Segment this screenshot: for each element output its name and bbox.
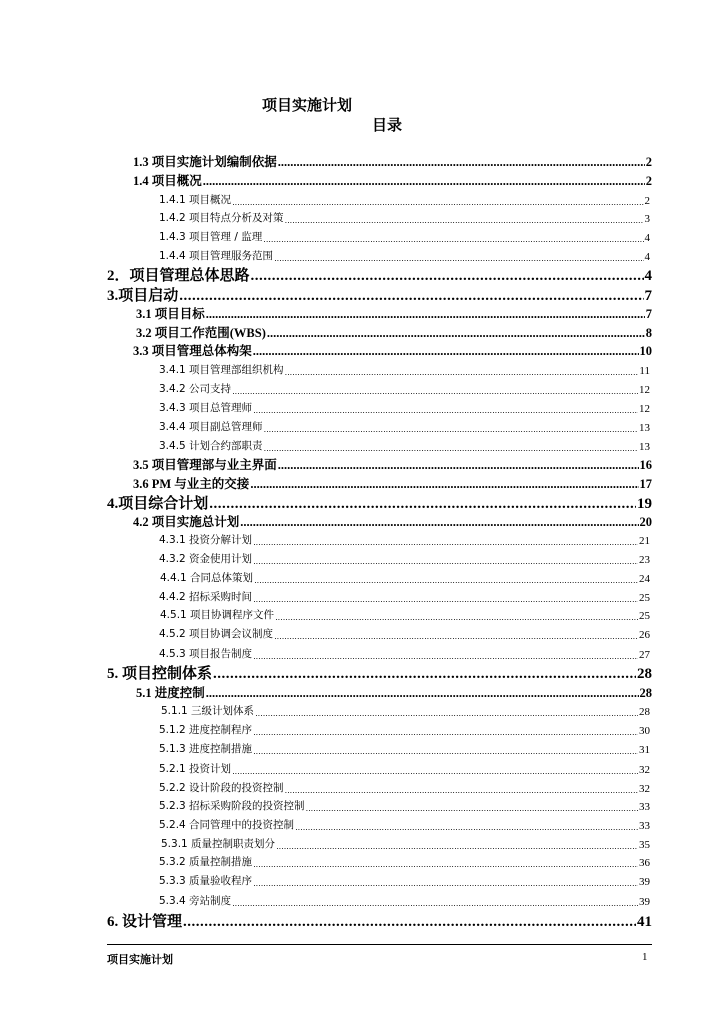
toc-leader-dots: [253, 595, 638, 604]
toc-entry-label: 5.2.4 合同管理中的投资控制: [159, 819, 295, 831]
toc-entry-label: 1.4.4 项目管理服务范围: [159, 250, 274, 262]
toc-entry[interactable]: [159, 853, 650, 869]
toc-leader-dots: [274, 254, 643, 263]
toc-leader-dots: [251, 268, 644, 285]
toc-entry[interactable]: [159, 380, 650, 396]
toc-leader-dots: [206, 307, 645, 322]
toc-leader-dots: [264, 444, 638, 453]
toc-leader-dots: [255, 709, 638, 718]
toc-entry[interactable]: [160, 606, 650, 622]
toc-leader-dots: [264, 425, 638, 434]
toc-leader-dots: [253, 728, 638, 737]
toc-entry[interactable]: [159, 437, 650, 453]
toc-entry-label: 1.4 项目概况: [133, 174, 202, 188]
toc-entry-page: 30: [639, 725, 650, 737]
toc-entry-label: 4.项目综合计划: [107, 496, 209, 512]
toc-entry[interactable]: [159, 721, 650, 737]
toc-entry[interactable]: [161, 835, 650, 851]
toc-entry[interactable]: [159, 531, 650, 547]
toc-leader-dots: [253, 879, 638, 888]
toc-entry-label: 3.4.3 项目总管理师: [159, 402, 253, 414]
toc-entry[interactable]: [159, 892, 650, 908]
toc-entry-label: 5.1.1 三级计划体系: [161, 705, 255, 717]
toc-entry-page: 16: [639, 458, 652, 472]
toc-entry[interactable]: [159, 209, 650, 225]
toc-entry-page: 33: [639, 801, 650, 813]
toc-entry-label: 5.1.3 进度控制措施: [159, 743, 253, 755]
toc-entry[interactable]: [107, 265, 652, 285]
toc-entry-label: 5.3.2 质量控制措施: [159, 856, 253, 868]
toc-entry[interactable]: [107, 663, 652, 683]
toc-entry-label: 1.4.1 项目概况: [159, 194, 232, 206]
toc-entry[interactable]: [133, 474, 652, 492]
toc-entry-label: 3.5 项目管理部与业主界面: [133, 458, 277, 472]
toc-entry[interactable]: [159, 872, 650, 888]
toc-entry-label: 1.4.2 项目特点分析及对策: [159, 212, 284, 224]
toc-leader-dots: [253, 747, 638, 756]
toc-entry-page: 7: [644, 288, 652, 304]
toc-leader-dots: [253, 344, 639, 359]
toc-entry-label: 5.2.1 投资计划: [159, 763, 232, 775]
toc-leader-dots: [232, 198, 643, 207]
toc-entry[interactable]: [160, 569, 650, 585]
toc-entry-page: 28: [639, 706, 650, 718]
toc-entry-page: 20: [639, 515, 652, 529]
toc-leader-dots: [253, 860, 638, 869]
toc-entry-page: 2: [644, 195, 650, 207]
toc-entry-page: 25: [639, 610, 650, 622]
toc-leader-dots: [267, 326, 645, 341]
toc-entry-page: 19: [637, 496, 652, 512]
toc-heading: 目录: [372, 116, 403, 134]
toc-leader-dots: [209, 496, 636, 513]
toc-entry-label: 1.3 项目实施计划编制依据: [133, 155, 277, 169]
toc-entry[interactable]: [133, 341, 652, 359]
toc-entry-page: 8: [645, 326, 652, 340]
toc-leader-dots: [295, 823, 638, 832]
toc-entry[interactable]: [159, 247, 650, 263]
toc-leader-dots: [206, 686, 639, 701]
toc-entry-page: 12: [639, 403, 650, 415]
toc-entry-page: 33: [639, 820, 650, 832]
toc-leader-dots: [253, 652, 638, 661]
toc-entry-page: 39: [639, 876, 650, 888]
toc-entry[interactable]: [159, 625, 650, 641]
footer-title: 项目实施计划: [107, 953, 173, 966]
toc-entry-label: 5.1 进度控制: [136, 686, 205, 700]
toc-leader-dots: [250, 477, 638, 492]
toc-entry-label: 4.3.2 资金使用计划: [159, 553, 253, 565]
toc-entry-label: 4.5.1 项目协调程序文件: [160, 609, 275, 621]
toc-entry-label: 3.3 项目管理总体构架: [133, 344, 252, 358]
toc-leader-dots: [285, 216, 644, 225]
toc-entry-page: 35: [639, 839, 650, 851]
toc-entry-label: 5.3.4 旁站制度: [159, 895, 232, 907]
toc-leader-dots: [183, 914, 636, 931]
footer-page-number: 1: [642, 951, 648, 963]
toc-entry[interactable]: [107, 285, 652, 305]
toc-entry-page: 28: [639, 686, 652, 700]
toc-entry[interactable]: [133, 455, 652, 473]
toc-entry[interactable]: [159, 797, 650, 813]
toc-entry-label: 3.4.4 项目副总管理师: [159, 421, 263, 433]
toc-leader-dots: [232, 767, 638, 776]
toc-entry[interactable]: [133, 152, 652, 170]
toc-entry-label: 5.1.2 进度控制程序: [159, 724, 253, 736]
toc-entry[interactable]: [107, 911, 652, 931]
toc-entry[interactable]: [136, 323, 652, 341]
toc-entry-page: 27: [639, 649, 650, 661]
toc-entry-label: 3.4.5 计划合约部职责: [159, 440, 263, 452]
toc-leader-dots: [240, 515, 638, 530]
toc-entry-page: 28: [637, 666, 652, 682]
toc-leader-dots: [213, 666, 636, 683]
toc-leader-dots: [285, 786, 638, 795]
toc-entry[interactable]: [159, 740, 650, 756]
toc-entry[interactable]: [159, 191, 650, 207]
toc-entry-label: 5.3.3 质量验收程序: [159, 875, 253, 887]
toc-leader-dots: [254, 576, 638, 585]
toc-leader-dots: [278, 458, 639, 473]
toc-entry-page: 2: [645, 155, 652, 169]
toc-entry-label: 3.1 项目目标: [136, 307, 205, 321]
toc-entry-page: 4: [644, 251, 650, 263]
toc-entry-page: 13: [639, 441, 650, 453]
toc-entry-label: 2．项目管理总体思路: [107, 268, 250, 284]
toc-entry-label: 3.项目启动: [107, 288, 179, 304]
toc-leader-dots: [306, 804, 638, 813]
toc-entry-page: 12: [639, 384, 650, 396]
toc-entry-label: 4.5.3 项目报告制度: [159, 648, 253, 660]
toc-entry-page: 11: [639, 365, 650, 377]
toc-leader-dots: [232, 899, 638, 908]
toc-entry[interactable]: [159, 779, 650, 795]
toc-entry[interactable]: [161, 702, 650, 718]
toc-entry-label: 5.2.2 设计阶段的投资控制: [159, 782, 284, 794]
toc-entry[interactable]: [159, 645, 650, 661]
toc-leader-dots: [253, 557, 638, 566]
toc-entry-label: 4.5.2 项目协调会议制度: [159, 628, 274, 640]
toc-entry-page: 32: [639, 764, 650, 776]
toc-entry[interactable]: [159, 361, 650, 377]
toc-entry[interactable]: [159, 760, 650, 776]
toc-entry-label: 6. 设计管理: [107, 914, 183, 930]
toc-entry-page: 3: [644, 213, 650, 225]
toc-entry[interactable]: [133, 512, 652, 530]
toc-entry-label: 3.2 项目工作范围(WBS): [136, 326, 266, 340]
footer-divider: [107, 944, 652, 945]
toc-entry-label: 5.2.3 招标采购阶段的投资控制: [159, 800, 305, 812]
toc-entry-label: 3.4.1 项目管理部组织机构: [159, 364, 284, 376]
toc-leader-dots: [278, 155, 645, 170]
toc-entry[interactable]: [159, 816, 650, 832]
toc-entry-label: 4.4.2 招标采购时间: [159, 591, 253, 603]
toc-entry[interactable]: [159, 228, 650, 244]
toc-entry[interactable]: [159, 418, 650, 434]
toc-entry-page: 17: [639, 477, 652, 491]
toc-entry[interactable]: [136, 683, 652, 701]
toc-leader-dots: [285, 368, 639, 377]
toc-entry-page: 31: [639, 744, 650, 756]
toc-entry-label: 3.6 PM 与业主的交接: [133, 477, 250, 491]
toc-entry-label: 4.2 项目实施总计划: [133, 515, 240, 529]
toc-entry-page: 4: [644, 232, 650, 244]
toc-entry-label: 5.3.1 质量控制职责划分: [161, 838, 276, 850]
toc-entry[interactable]: [159, 588, 650, 604]
toc-leader-dots: [203, 174, 645, 189]
toc-entry-page: 39: [639, 896, 650, 908]
toc-entry-page: 2: [645, 174, 652, 188]
toc-entry-page: 36: [639, 857, 650, 869]
toc-entry[interactable]: [159, 550, 650, 566]
toc-leader-dots: [253, 538, 638, 547]
toc-entry-label: 1.4.3 项目管理 / 监理: [159, 231, 263, 243]
toc-leader-dots: [179, 288, 643, 305]
toc-entry[interactable]: [159, 399, 650, 415]
toc-entry-page: 4: [644, 268, 652, 284]
toc-leader-dots: [253, 406, 638, 415]
toc-entry-page: 21: [639, 535, 650, 547]
toc-entry-page: 24: [639, 573, 650, 585]
toc-leader-dots: [232, 387, 638, 396]
toc-entry-label: 4.4.1 合同总体策划: [160, 572, 254, 584]
toc-entry-label: 4.3.1 投资分解计划: [159, 534, 253, 546]
toc-entry[interactable]: [136, 304, 652, 322]
toc-entry-label: 3.4.2 公司支持: [159, 383, 232, 395]
toc-entry-page: 25: [639, 592, 650, 604]
toc-entry-page: 13: [639, 422, 650, 434]
toc-entry-label: 5. 项目控制体系: [107, 666, 213, 682]
toc-entry-page: 7: [645, 307, 652, 321]
toc-leader-dots: [275, 613, 638, 622]
toc-leader-dots: [263, 235, 643, 244]
toc-entry[interactable]: [107, 493, 652, 513]
toc-entry-page: 41: [637, 914, 652, 930]
toc-leader-dots: [276, 842, 638, 851]
toc-leader-dots: [274, 632, 638, 641]
toc-entry-page: 32: [639, 783, 650, 795]
document-title: 项目实施计划: [262, 96, 353, 114]
toc-entry-page: 26: [639, 629, 650, 641]
toc-entry[interactable]: [133, 171, 652, 189]
toc-entry-page: 10: [639, 344, 652, 358]
toc-entry-page: 23: [639, 554, 650, 566]
